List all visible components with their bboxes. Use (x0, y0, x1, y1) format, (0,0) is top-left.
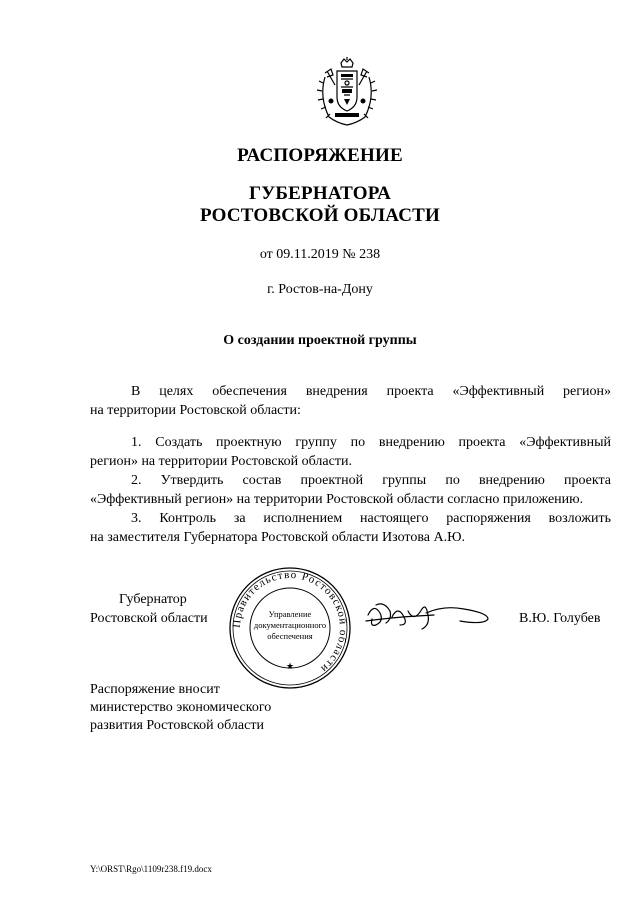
seal-inner-line-2: документационного (253, 620, 327, 630)
item-2-line-2: «Эффективный регион» на территории Ростовской области согласно приложению. (90, 492, 584, 507)
subject-heading: О создании проектной группы (223, 333, 417, 348)
document-type-title: РАСПОРЯЖЕНИЕ (237, 145, 403, 166)
seal-inner-line-3: обеспечения (267, 631, 313, 641)
preamble-line-1: В целях обеспечения внедрения проекта «Эффективный регион» (131, 384, 611, 399)
seal-inner-line-1: Управление (268, 609, 312, 619)
introducer-line-2: министерство экономического (90, 700, 272, 715)
introducer-line-1: Распоряжение вносит (90, 682, 220, 697)
date-number: от 09.11.2019 № 238 (259, 247, 381, 262)
svg-text:★: ★ (285, 662, 295, 672)
signer-position-line-2: Ростовской области (90, 611, 208, 626)
item-1-line-2: регион» на территории Ростовской области. (90, 454, 352, 469)
signer-name: В.Ю. Голубев (519, 611, 601, 626)
authority-line-1: ГУБЕРНАТОРА (248, 183, 391, 204)
authority-line-2: РОСТОВСКОЙ ОБЛАСТИ (199, 205, 440, 226)
city: г. Ростов-на-Дону (267, 282, 373, 297)
introducer-line-3: развития Ростовской области (90, 718, 264, 733)
item-2-line-1: 2. Утвердить состав проектной группы по внедрению проекта (131, 473, 611, 488)
official-seal (227, 565, 353, 691)
preamble-line-2: на территории Ростовской области: (90, 403, 301, 418)
item-3-line-1: 3. Контроль за исполнением настоящего распоряжения возложить (131, 511, 611, 526)
signer-position-line-1: Губернатор (119, 592, 187, 607)
handwritten-signature (364, 595, 494, 637)
svg-text:Правительство Ростовской облас: Правительство Ростовской области (230, 568, 350, 676)
item-1-line-1: 1. Создать проектную группу по внедрению проекта «Эффективный (131, 435, 611, 450)
item-3-line-2: на заместителя Губернатора Ростовской области Изотова А.Ю. (90, 530, 465, 545)
coat-of-arms-icon (311, 57, 383, 129)
file-path-footer: Y:\ORST\Rgo\1109r238.f19.docx (90, 864, 212, 874)
